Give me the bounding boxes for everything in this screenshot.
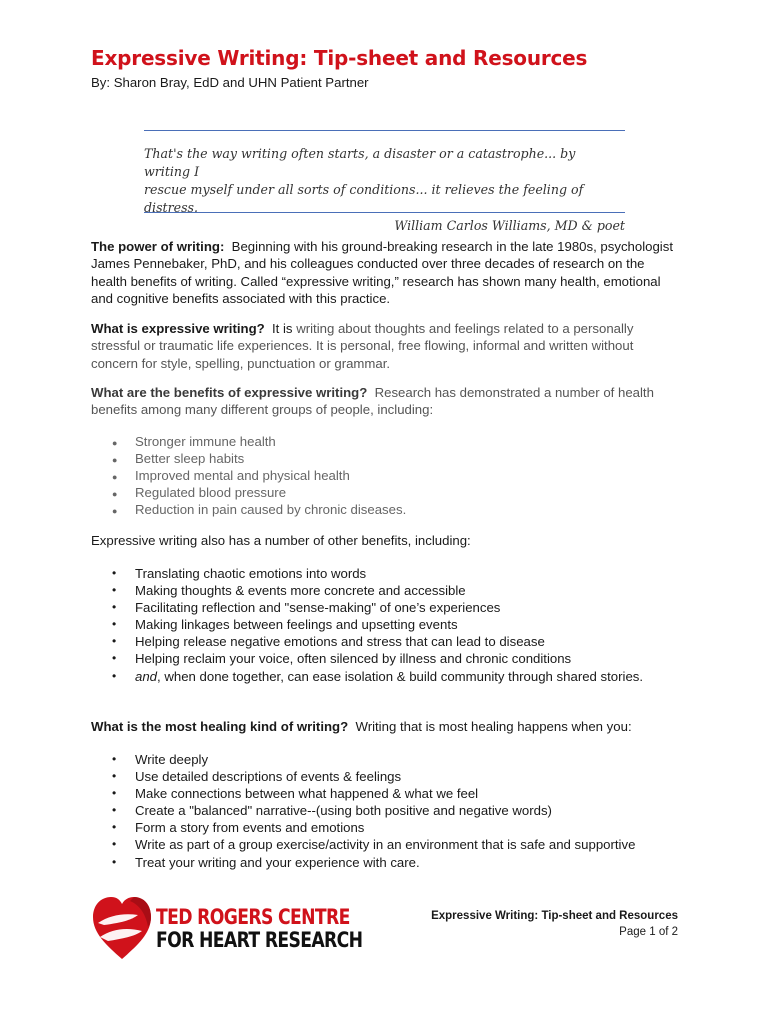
section-body: writing about thoughts and feelings related to a personally stressful or traumatic life experiences. It is personal, free flowing, informal and written without concern for style, spelling, punctuation or grammar.	[91, 321, 634, 371]
bullet-icon: ●	[112, 455, 118, 466]
bullet-icon: ●	[112, 438, 118, 448]
list-item: • Use detailed descriptions of events & feelings	[112, 769, 402, 785]
bullet-icon: •	[112, 668, 117, 683]
red-heart-ribbon-logo-icon	[90, 893, 154, 963]
bullet-icon: •	[112, 820, 117, 835]
list-item: • and, when done together, can ease isolation & build community through shared stories.	[112, 668, 644, 684]
section-lead: It is	[272, 321, 293, 336]
bullet-icon: ●	[112, 506, 118, 517]
document-byline: By: Sharon Bray, EdD and UHN Patient Partner	[91, 75, 369, 90]
list-item: ● Better sleep habits	[110, 450, 710, 467]
document-title: Expressive Writing: Tip-sheet and Resources	[91, 46, 588, 70]
epigraph-quote	[144, 145, 625, 235]
list-item: • Create a "balanced" narrative--(using both positive and negative words)	[112, 803, 552, 819]
benefits-list	[110, 433, 710, 518]
section-heading: What is the most healing kind of writing?	[91, 719, 349, 734]
healing-list	[110, 751, 710, 871]
bullet-icon: •	[112, 651, 117, 666]
section-body: Beginning with his ground-breaking research in the late 1980s, psychologist James Pennebaker, PhD, and his colleagues conducted over three decades of research on the health benefits of writing. Called “expressive writing,” research has shown many health, emotional and cognitive benefits associated with this practice.	[91, 239, 673, 307]
list-item: ● Improved mental and physical health	[110, 467, 710, 484]
logo-text-line-1: TED ROGERS CENTRE	[156, 905, 350, 929]
bullet-icon: •	[112, 600, 117, 615]
list-item: • Helping release negative emotions and stress that can lead to disease	[112, 634, 545, 650]
bullet-icon: •	[112, 634, 117, 649]
other-benefits-list	[110, 565, 710, 685]
list-item: ● Reduction in pain caused by chronic diseases.	[110, 501, 710, 518]
quote-bottom-rule	[144, 212, 625, 213]
bullet-icon: •	[112, 803, 117, 818]
section-other-benefits-intro: Expressive writing also has a number of other benefits, including:	[91, 533, 471, 548]
bullet-icon: •	[112, 786, 117, 801]
list-item: ● Regulated blood pressure	[110, 484, 710, 501]
bullet-icon: •	[112, 752, 117, 766]
bullet-icon: ●	[112, 472, 118, 483]
section-what-is	[91, 320, 681, 372]
list-item: • Helping reclaim your voice, often silenced by illness and chronic conditions	[112, 651, 572, 667]
list-item: ● Stronger immune health	[110, 433, 710, 450]
section-body: Writing that is most healing happens when you:	[355, 719, 632, 734]
bullet-icon: ●	[112, 489, 118, 500]
bullet-icon: •	[112, 566, 117, 580]
list-item: • Translating chaotic emotions into words	[112, 566, 367, 581]
section-benefits	[91, 384, 681, 419]
list-item: • Form a story from events and emotions	[112, 820, 365, 836]
quote-top-rule	[144, 130, 625, 131]
bullet-icon: •	[112, 837, 117, 852]
list-item: • Making thoughts & events more concrete and accessible	[112, 583, 466, 599]
bullet-icon: •	[112, 769, 117, 784]
logo-text-line-2: FOR HEART RESEARCH	[156, 928, 363, 952]
list-item: • Write deeply	[112, 752, 209, 767]
footer-doc-title: Expressive Writing: Tip-sheet and Resources	[431, 910, 678, 922]
section-body: Research has demonstrated a number of health benefits among many different groups of people, including:	[91, 385, 654, 418]
section-healing	[91, 718, 681, 735]
list-item: • Make connections between what happened & what we feel	[112, 786, 479, 802]
section-power-of-writing	[91, 238, 681, 308]
list-item: • Facilitating reflection and "sense-making" of one’s experiences	[112, 600, 501, 616]
list-item: • Making linkages between feelings and upsetting events	[112, 617, 458, 633]
section-heading: The power of writing:	[91, 239, 225, 254]
quote-line-2: rescue myself under all sorts of conditions... it relieves the feeling of distress.	[144, 182, 584, 215]
ted-rogers-centre-logo	[90, 893, 363, 963]
footer-page-number: Page 1 of 2	[619, 926, 678, 938]
quote-attribution: William Carlos Williams, MD & poet	[394, 218, 625, 233]
list-item: • Treat your writing and your experience with care.	[112, 854, 420, 870]
section-heading: What is expressive writing?	[91, 321, 265, 336]
page-footer	[431, 908, 678, 940]
section-heading: What are the benefits of expressive writing?	[91, 385, 368, 400]
quote-line-1: That's the way writing often starts, a disaster or a catastrophe... by writing I	[144, 146, 576, 179]
bullet-icon: •	[112, 617, 117, 632]
bullet-icon: •	[112, 583, 117, 598]
bullet-icon: •	[112, 854, 117, 869]
list-item: • Write as part of a group exercise/activity in an environment that is safe and supportive	[112, 837, 636, 853]
